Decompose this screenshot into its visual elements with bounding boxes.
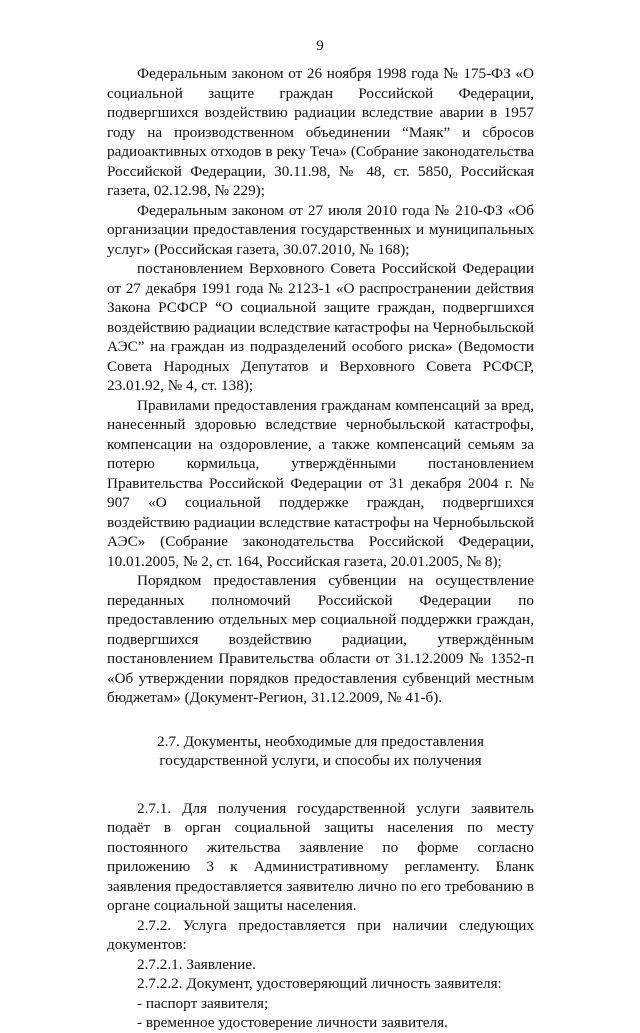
- legal-basis-item: Федеральным законом от 26 ноября 1998 года № 175-ФЗ «О социальной защите граждан Российской Федерации, подвергшихся воздействию радиации вследствие аварии в 1957 году на производственном объединении “Маяк” и сбросов радиоактивных отходов в реку Теча» (Собрание законодательства Российской Федерации, 30.11.98, № 48, ст. 5850, Российская газета, 02.12.98, № 229);: [107, 65, 534, 199]
- legal-basis-item: Правилами предоставления гражданам компенсаций за вред, нанесенный здоровью вследствие чернобыльской катастрофы, компенсации на оздоровление, а также компенсаций семьям за потерю кормильца, утверждёнными постановлением Правительства Российской Федерации от 31 декабря 2004 г. № 907 «О социальной поддержке граждан, подвергшихся воздействию радиации вследствие катастрофы на Чернобыльской АЭС» (Собрание законодательства Российской Федерации, 10.01.2005, № 2, ст. 164, Российская газета, 20.01.2005, № 8);: [107, 396, 534, 570]
- clause-2-7-1: 2.7.1. Для получения государственной услуги заявитель подаёт в орган социальной защиты населения по месту постоянного жительства заявление по форме согласно приложению 3 к Административному регламенту. Бланк заявления предоставляется заявителю лично по его требованию в органе социальной защиты населения.: [107, 799, 534, 914]
- legal-basis-item: Федеральным законом от 27 июля 2010 года № 210-ФЗ «Об организации предоставления государственных и муниципальных услуг» (Российская газета, 30.07.2010, № 168);: [107, 201, 534, 258]
- clause-2-7-2-2: 2.7.2.2. Документ, удостоверяющий личность заявителя:: [137, 975, 502, 992]
- page-number: 9: [316, 38, 324, 54]
- list-item: - временное удостоверение личности заявителя.: [137, 1014, 448, 1031]
- legal-basis-item: Порядком предоставления субвенции на осуществление переданных полномочий Российской Федерации по предоставлению отдельных мер социальной поддержки граждан, подвергшихся воздействию радиации, утверждённым постановлением Правительства области от 31.12.2009 № 1352-п «Об утверждении порядков предоставления субвенций местным бюджетам» (Документ-Регион, 31.12.2009, № 41-б).: [107, 572, 534, 706]
- section-heading-line: 2.7. Документы, необходимые для предоставления: [157, 732, 484, 750]
- document-body: [107, 64, 534, 1033]
- list-item: - паспорт заявителя;: [137, 994, 269, 1012]
- legal-basis-item: постановлением Верховного Совета Российской Федерации от 27 декабря 1991 года № 2123-1 «О распространении действия Закона РСФСР “О социальной защите граждан, подвергшихся воздействию радиации вследствие катастрофы на Чернобыльской АЭС” на граждан из подразделений особого риска» (Ведомости Совета Народных Депутатов и Верховного Совета РСФСР, 23.01.92, № 4, ст. 138);: [107, 260, 534, 394]
- section-heading-line: государственной услуги, и способы их получения: [159, 752, 482, 769]
- section-heading: [107, 732, 534, 771]
- clause-2-7-2: 2.7.2. Услуга предоставляется при наличии следующих документов:: [107, 916, 534, 953]
- clause-2-7-2-1: 2.7.2.1. Заявление.: [137, 955, 256, 973]
